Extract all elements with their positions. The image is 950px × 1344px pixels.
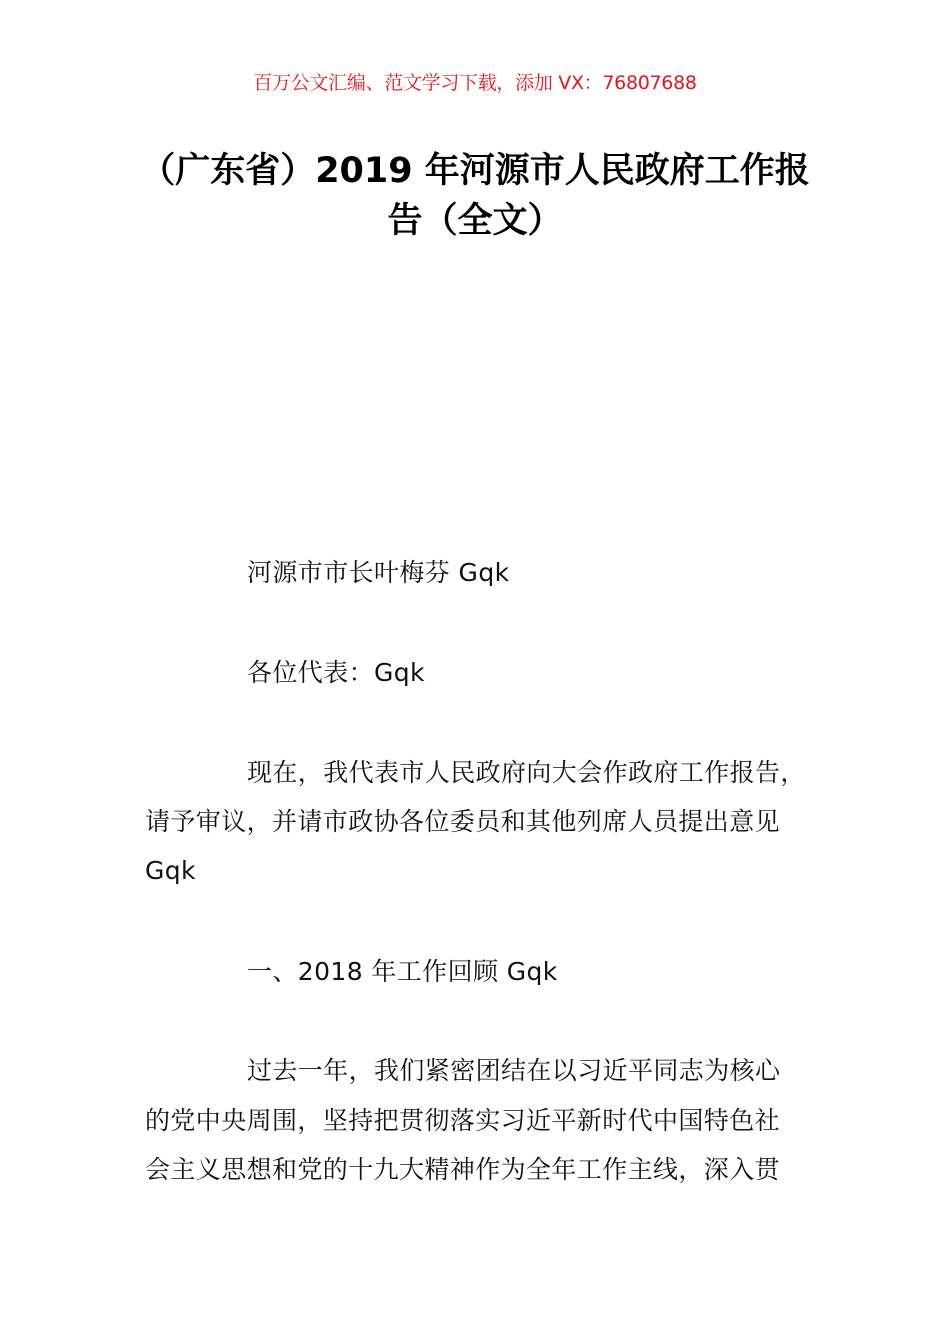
document-title-line-1: （广东省）2019 年河源市人民政府工作报 <box>140 151 810 191</box>
download-banner: 百万公文汇编、范文学习下载，添加 VX：76807688 <box>253 72 697 94</box>
section-paragraph-line: 的党中央周围，坚持把贯彻落实习近平新时代中国特色社 <box>145 1106 781 1135</box>
intro-paragraph-line: 现在，我代表市人民政府向大会作政府工作报告， <box>247 758 806 787</box>
salutation: 各位代表：Gqk <box>247 658 425 687</box>
intro-paragraph-line: Gqk <box>145 856 196 885</box>
section-paragraph-line: 过去一年，我们紧密团结在以习近平同志为核心 <box>247 1056 781 1085</box>
intro-paragraph-line: 请予审议，并请市政协各位委员和其他列席人员提出意见 <box>145 807 781 836</box>
author-line: 河源市市长叶梅芬 Gqk <box>247 558 510 587</box>
document-title-line-2: 告（全文） <box>387 201 563 241</box>
section-heading: 一、2018 年工作回顾 Gqk <box>247 957 558 986</box>
section-paragraph-line: 会主义思想和党的十九大精神作为全年工作主线，深入贯 <box>145 1155 781 1184</box>
